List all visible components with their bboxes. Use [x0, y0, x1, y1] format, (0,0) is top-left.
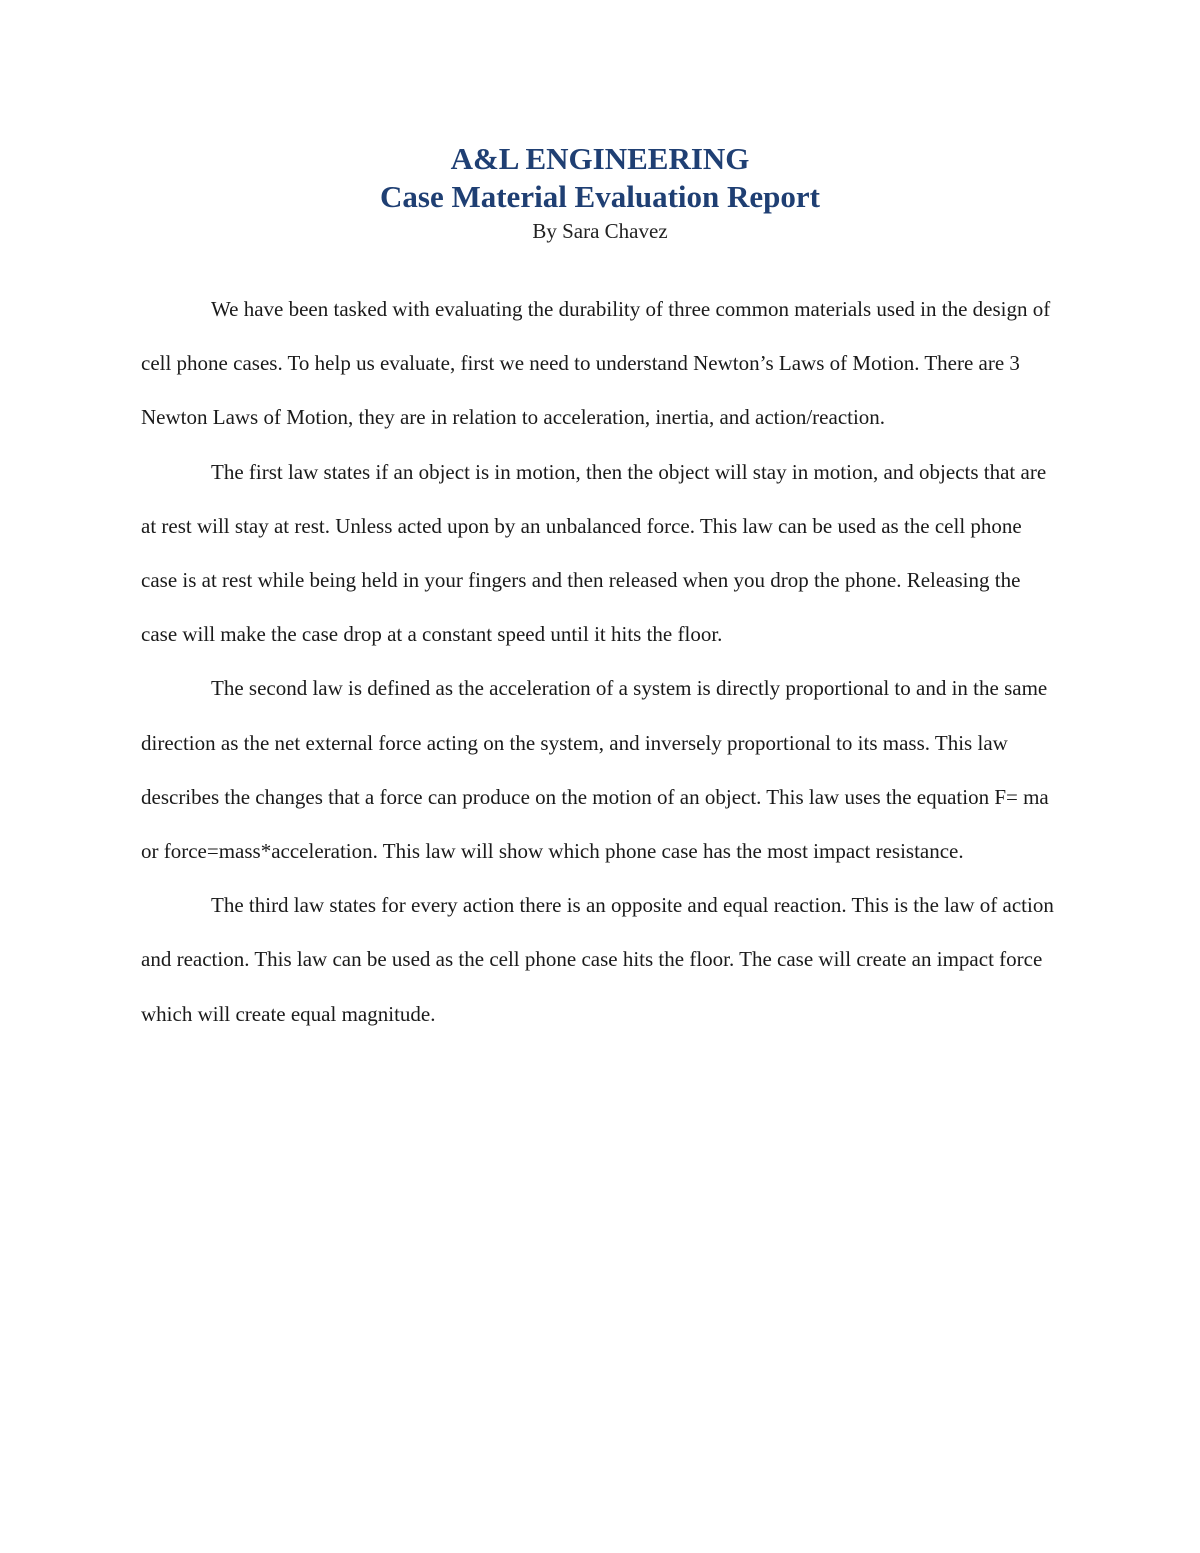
report-header	[0, 140, 1200, 246]
paragraph-first-law: The first law states if an object is in motion, then the object will stay in motion, and objects that are at rest will stay at rest. Unless acted upon by an unbalanced force. This law can be used as the cell phone case is at rest while being held in your fingers and then released when you drop the phone. Releasing the case will make the case drop at a constant speed until it hits the floor.	[141, 459, 1047, 647]
report-title: Case Material Evaluation Report	[380, 179, 820, 214]
paragraph-third-law: The third law states for every action there is an opposite and equal reaction. This is the law of action and reaction. This law can be used as the cell phone case hits the floor. The case will create an impact force which will create equal magnitude.	[141, 893, 1054, 1026]
company-name: A&L ENGINEERING	[450, 141, 750, 176]
author-byline: By Sara Chavez	[532, 219, 668, 243]
report-body	[141, 282, 1061, 1041]
paragraph-second-law: The second law is defined as the acceleration of a system is directly proportional to and in the same direction as the net external force acting on the system, and inversely proportional to its mass. This law describes the changes that a force can produce on the motion of an object. This law uses the equation F= ma or force=mass*acceleration. This law will show which phone case has the most impact resistance.	[141, 676, 1049, 864]
paragraph-intro: We have been tasked with evaluating the durability of three common materials used in the design of cell phone cases. To help us evaluate, first we need to understand Newton’s Laws of Motion. There are 3 Newton Laws of Motion, they are in relation to acceleration, inertia, and action/reaction.	[141, 297, 1051, 430]
